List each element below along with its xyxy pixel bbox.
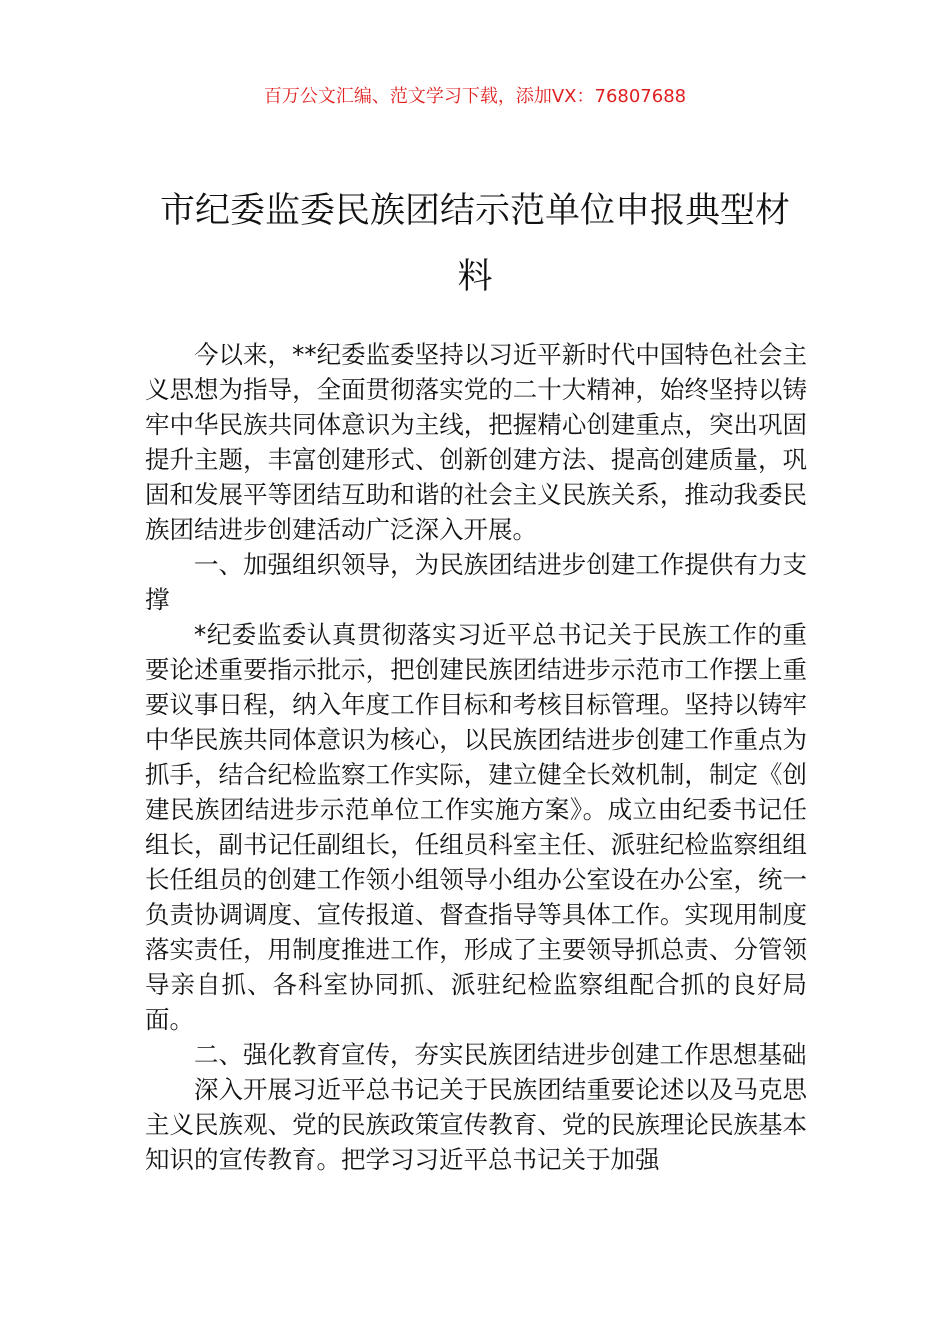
document-title: 市纪委监委民族团结示范单位申报典型材料 [159,191,790,297]
paragraph-section-2: 深入开展习近平总书记关于民族团结重要论述以及马克思主义民族观、党的民族政策宣传教育、党的民族理论民族基本知识的宣传教育。把学习习近平总书记关于加强 [145,1075,807,1174]
paragraph-section-1: *纪委监委认真贯彻落实习近平总书记关于民族工作的重要论述重要指示批示，把创建民族团结进步示范市工作摆上重要议事日程，纳入年度工作目标和考核目标管理。坚持以铸牢中华民族共同体意识为核心，以民族团结进步创建工作重点为抓手，结合纪检监察工作实际，建立健全长效机制，制定《创建民族团结进步示范单位工作实施方案》。成立由纪委书记任组长，副书记任副组长，任组员科室主任、派驻纪检监察组组长任组员的创建工作领小组领导小组办公室设在办公室，统一负责协调调度、宣传报道、督查指导等具体工作。实现用制度落实责任，用制度推进工作，形成了主要领导抓总责、分管领导亲自抓、各科室协同抓、派驻纪检监察组配合抓的良好局面。 [145,620,807,1034]
paragraph-intro: 今以来，**纪委监委坚持以习近平新时代中国特色社会主义思想为指导，全面贯彻落实党的二十大精神，始终坚持以铸牢中华民族共同体意识为主线，把握精心创建重点，突出巩固提升主题，丰富创建形式、创新创建方法、提高创建质量，巩固和发展平等团结互助和谐的社会主义民族关系，推动我委民族团结进步创建活动广泛深入开展。 [145,340,807,544]
section-heading-1: 一、加强组织领导，为民族团结进步创建工作提供有力支撑 [145,550,807,614]
document-body [145,337,807,1177]
header-note: 百万公文汇编、范文学习下载，添加VX：76807688 [263,86,687,107]
section-heading-2: 二、强化教育宣传，夯实民族团结进步创建工作思想基础 [194,1040,807,1069]
